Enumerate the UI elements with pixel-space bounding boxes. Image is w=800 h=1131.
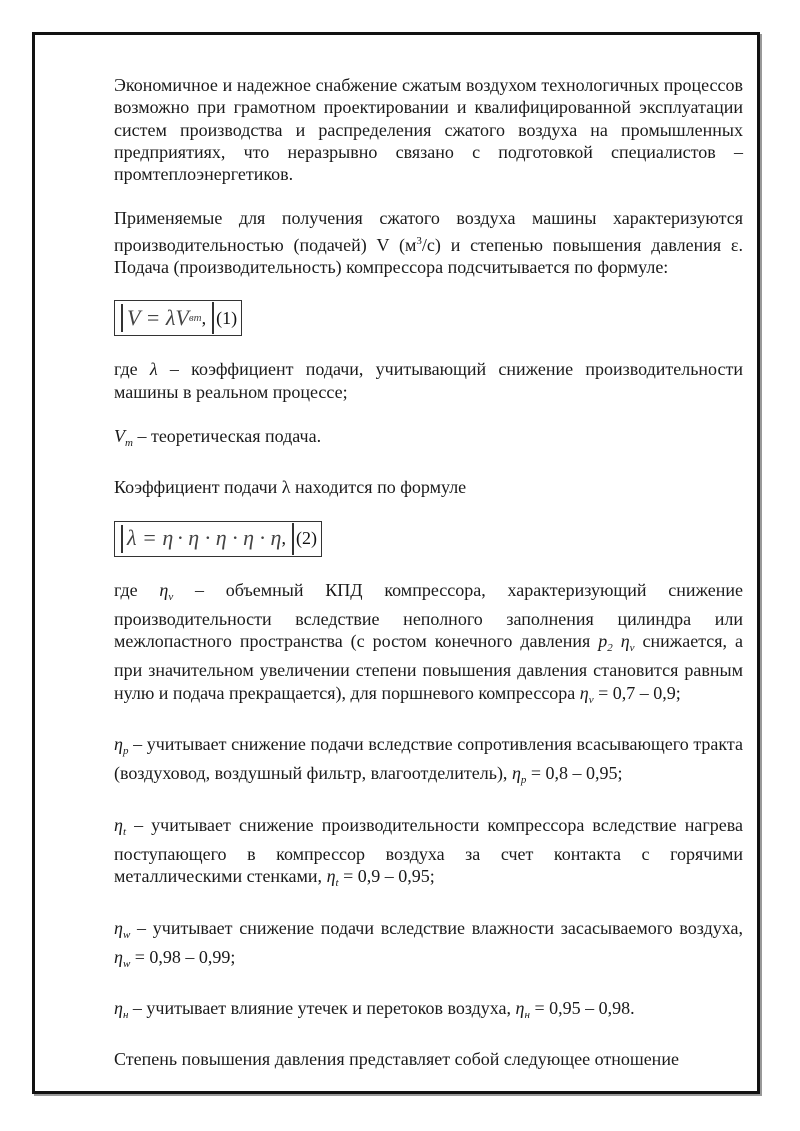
paragraph-eta-p: [114, 733, 743, 792]
paragraph-machines: [114, 207, 743, 278]
text-eta-p-value: = 0,8 – 0,95;: [526, 763, 623, 784]
text-lambda-def: – коэффициент подачи, учитывающий снижение производительности машины в реальном процессе;: [114, 359, 743, 402]
paragraph-lambda: [114, 358, 743, 403]
subscript-p: р: [122, 745, 129, 758]
subscript-t: t: [122, 825, 126, 838]
paragraph-coef-intro: Коэффициент подачи λ находится по формуле: [114, 477, 467, 498]
text-machines-b: /с) и степенью повышения давления ε. Подача (производительность) компрессора подсчитывается по формуле:: [114, 234, 743, 278]
subscript-u: н: [524, 1009, 530, 1022]
symbol-eta: η: [114, 734, 123, 755]
formula-2-row: [114, 521, 743, 557]
paragraph-eta-v: [114, 579, 743, 711]
subscript-w: w: [122, 957, 131, 970]
paragraph-closing: Степень повышения давления представляет собой следующее отношение: [114, 1049, 679, 1070]
formula-2-expression: λ = η: [127, 525, 174, 551]
formula-1-comma: ,: [201, 308, 207, 329]
symbol-eta: η: [620, 631, 630, 652]
symbol-eta: η: [159, 579, 169, 600]
symbol-eta: η: [114, 814, 123, 835]
paragraph-intro: Экономичное и надежное снабжение сжатым воздухом технологичных процессов возможно при грамотном проектировании и квалифицированной эксплуатации систем производства и распределения сжатого воздуха на промышленных предприятиях, что неразрывно связано с подготовкой специалистов – промтеплоэнергетиков.: [114, 75, 743, 185]
text-eta-t: – учитывает снижение производительности компрессора вследствие нагрева поступающего в компрессор воздуха за счет контакта с горячими металлическими стенками,: [114, 814, 743, 887]
text-eta-t-value: = 0,9 – 0,95;: [338, 866, 435, 887]
text-eta-w-value: = 0,98 – 0,99;: [130, 946, 236, 967]
formula-1-left-bar: [121, 304, 123, 332]
symbol-v: V: [114, 425, 125, 446]
paragraph-eta-w: [114, 917, 743, 976]
subscript-2: 2: [607, 642, 613, 655]
paragraph-eta-u: [114, 997, 743, 1026]
text-eta-w: – учитывает снижение подачи вследствие влажности засасываемого воздуха,: [130, 917, 743, 938]
subscript-t: t: [335, 877, 339, 890]
formula-1-expression: V = λV: [127, 305, 189, 331]
formula-2-image: [114, 521, 322, 557]
formula-2-right-bar: [292, 523, 294, 555]
formula-1-subscript: вт: [188, 312, 202, 325]
symbol-eta: η: [511, 763, 521, 784]
subscript-t: т: [125, 436, 133, 449]
text-eta-v-c: = 0,7 – 0,9;: [593, 682, 681, 703]
subscript-u: н: [122, 1009, 129, 1022]
symbol-eta: η: [579, 682, 589, 703]
symbol-eta: η: [114, 917, 123, 938]
paragraph-vt: [114, 425, 743, 454]
text-vt-def: – теоретическая подача.: [132, 425, 322, 446]
symbol-eta: η: [114, 998, 123, 1019]
formula-2-left-bar: [121, 525, 123, 553]
text-where: где: [114, 359, 150, 380]
symbol-p: p: [598, 631, 608, 652]
subscript-w: w: [122, 928, 131, 941]
formula-2-terms: · η · η · η · η: [177, 525, 282, 551]
subscript-v: v: [168, 590, 174, 603]
document-body: [114, 74, 743, 1071]
text-eta-v-a: – объемный КПД компрессора, характеризующий снижение производительности вследствие неполного заполнения цилиндра или межлопастного пространства (с ростом конечного давления: [114, 579, 743, 652]
text-eta-u-value: = 0,95 – 0,98.: [529, 998, 635, 1019]
paragraph-eta-t: [114, 814, 743, 895]
formula-2-number: (2): [295, 528, 317, 549]
subscript-p: р: [520, 774, 527, 787]
text-eta-p: – учитывает снижение подачи вследствие сопротивления всасывающего тракта (воздуховод, воздушный фильтр, влагоотделитель),: [114, 734, 743, 784]
superscript-cube: 3: [416, 234, 422, 247]
subscript-v: v: [588, 693, 594, 706]
formula-1-row: [114, 300, 743, 336]
formula-2-comma: ,: [281, 528, 286, 549]
symbol-lambda: λ: [149, 359, 158, 380]
symbol-eta: η: [515, 998, 525, 1019]
formula-1-number: (1): [216, 308, 238, 329]
text-machines-a: Применяемые для получения сжатого воздуха машины характеризуются производительностью (подачей) V (м: [114, 208, 743, 255]
text-eta-u: – учитывает влияние утечек и перетоков воздуха,: [128, 998, 516, 1019]
text-where-2: где: [114, 579, 160, 600]
text-eta-v-b: снижается, а при значительном увеличении степени повышения давления становится равным нулю и подача прекращается), для поршневого компрессора: [114, 631, 744, 703]
symbol-eta: η: [114, 946, 123, 967]
subscript-v: v: [629, 642, 635, 655]
formula-1-right-bar: [212, 302, 214, 334]
formula-1-image: [114, 300, 242, 336]
symbol-eta: η: [326, 866, 336, 887]
